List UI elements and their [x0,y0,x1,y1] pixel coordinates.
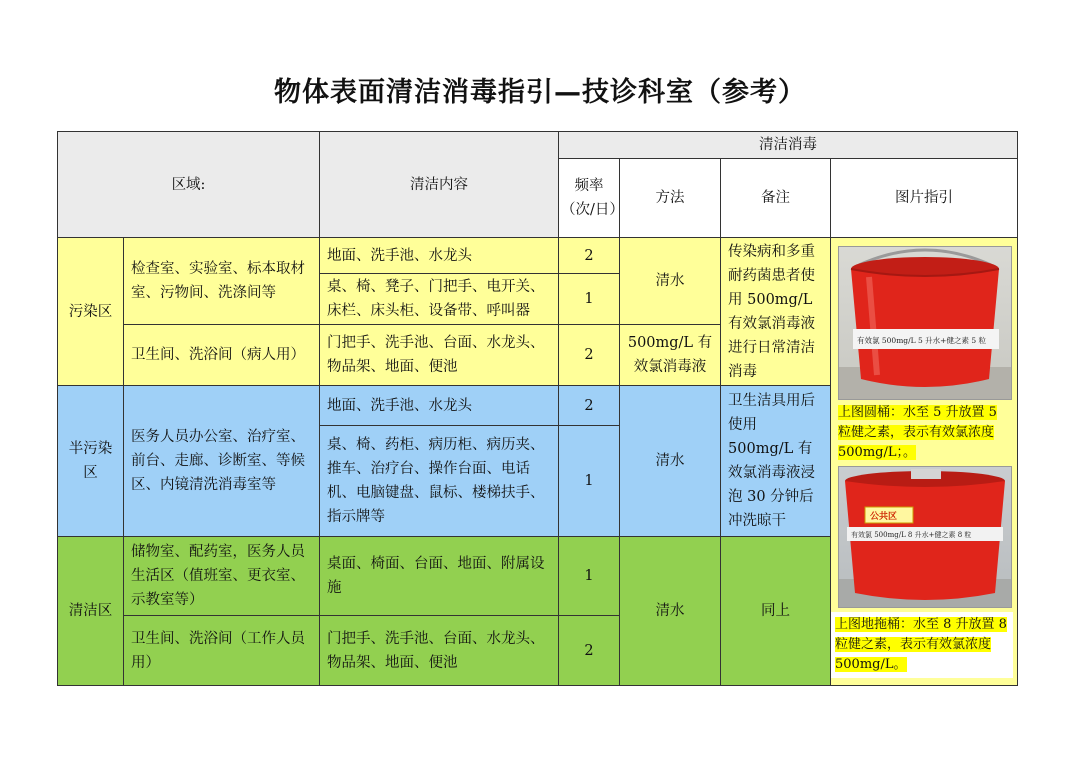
bucket2-caption: 上图地拖桶：水至 8 升放置 8 粒健之素，表示有效氯浓度 500mg/L。 [835,616,1007,672]
frequency-cell: 2 [559,386,620,426]
bucket2-label: 有效氯 500mg/L 8 升水+健之素 8 粒 [851,530,972,539]
zone-name-clean: 清洁区 [58,537,124,686]
note-semi-polluted: 卫生洁具用后使用 500mg/L 有效氯消毒液浸泡 30 分钟后冲洗晾干 [721,386,831,537]
header-note: 备注 [721,159,831,238]
frequency-cell: 2 [559,238,620,274]
bucket2-tag: 公共区 [870,511,898,522]
content-cell: 桌、椅、凳子、门把手、电开关、床栏、床头柜、设备带、呼叫器 [320,274,559,325]
frequency-cell: 1 [559,274,620,325]
frequency-cell: 1 [559,426,620,537]
content-cell: 桌面、椅面、台面、地面、附属设施 [320,537,559,616]
content-cell: 地面、洗手池、水龙头 [320,238,559,274]
zone-name-semi-polluted: 半污染区 [58,386,124,537]
location-clean-1: 储物室、配药室，医务人员生活区（值班室、更衣室、示教室等） [124,537,320,616]
bucket1-caption: 上图圆桶：水至 5 升放置 5 粒健之素，表示有效氯浓度 500mg/L；。 [838,404,997,460]
content-cell: 桌、椅、药柜、病历柜、病历夹、推车、治疗台、操作台面、电话机、电脑键盘、鼠标、楼梯扶手、指示牌等 [320,426,559,537]
bucket1-label: 有效氯 500mg/L 5 升水+健之素 5 粒 [857,335,986,345]
red-round-bucket-photo [838,246,1012,400]
header-image: 图片指引 [831,159,1018,238]
image-guide-column [831,238,1018,686]
note-clean: 同上 [721,537,831,686]
note-polluted: 传染病和多重耐药菌患者使用 500mg/L 有效氯消毒液进行日常清洁消毒 [721,238,831,386]
red-mop-bucket-photo [838,466,1012,608]
zone-name-polluted: 污染区 [58,238,124,386]
method-polluted: 清水 [620,238,721,325]
content-cell: 地面、洗手池、水龙头 [320,386,559,426]
header-content: 清洁内容 [320,132,559,238]
location-polluted-1: 检查室、实验室、标本取材室、污物间、洗涤间等 [124,238,320,325]
content-cell: 门把手、洗手池、台面、水龙头、物品架、地面、便池 [320,325,559,386]
content-cell: 门把手、洗手池、台面、水龙头、物品架、地面、便池 [320,616,559,686]
frequency-cell: 2 [559,325,620,386]
frequency-cell: 2 [559,616,620,686]
method-clean: 清水 [620,537,721,686]
location-semi-polluted: 医务人员办公室、治疗室、前台、走廊、诊断室、等候区、内镜清洗消毒室等 [124,386,320,537]
location-clean-2: 卫生间、洗浴间（工作人员用） [124,616,320,686]
method-semi-polluted: 清水 [620,386,721,537]
header-area: 区域: [58,132,320,238]
location-polluted-2: 卫生间、洗浴间（病人用） [124,325,320,386]
header-frequency: 频率（次/日） [559,159,620,238]
page-title: 物体表面清洁消毒指引—技诊科室（参考） [274,77,806,108]
cleaning-guide-table [57,131,1018,686]
frequency-cell: 1 [559,537,620,616]
header-group: 清洁消毒 [559,132,1018,159]
method-polluted-sub: 500mg/L 有效氯消毒液 [620,325,721,386]
header-method: 方法 [620,159,721,238]
